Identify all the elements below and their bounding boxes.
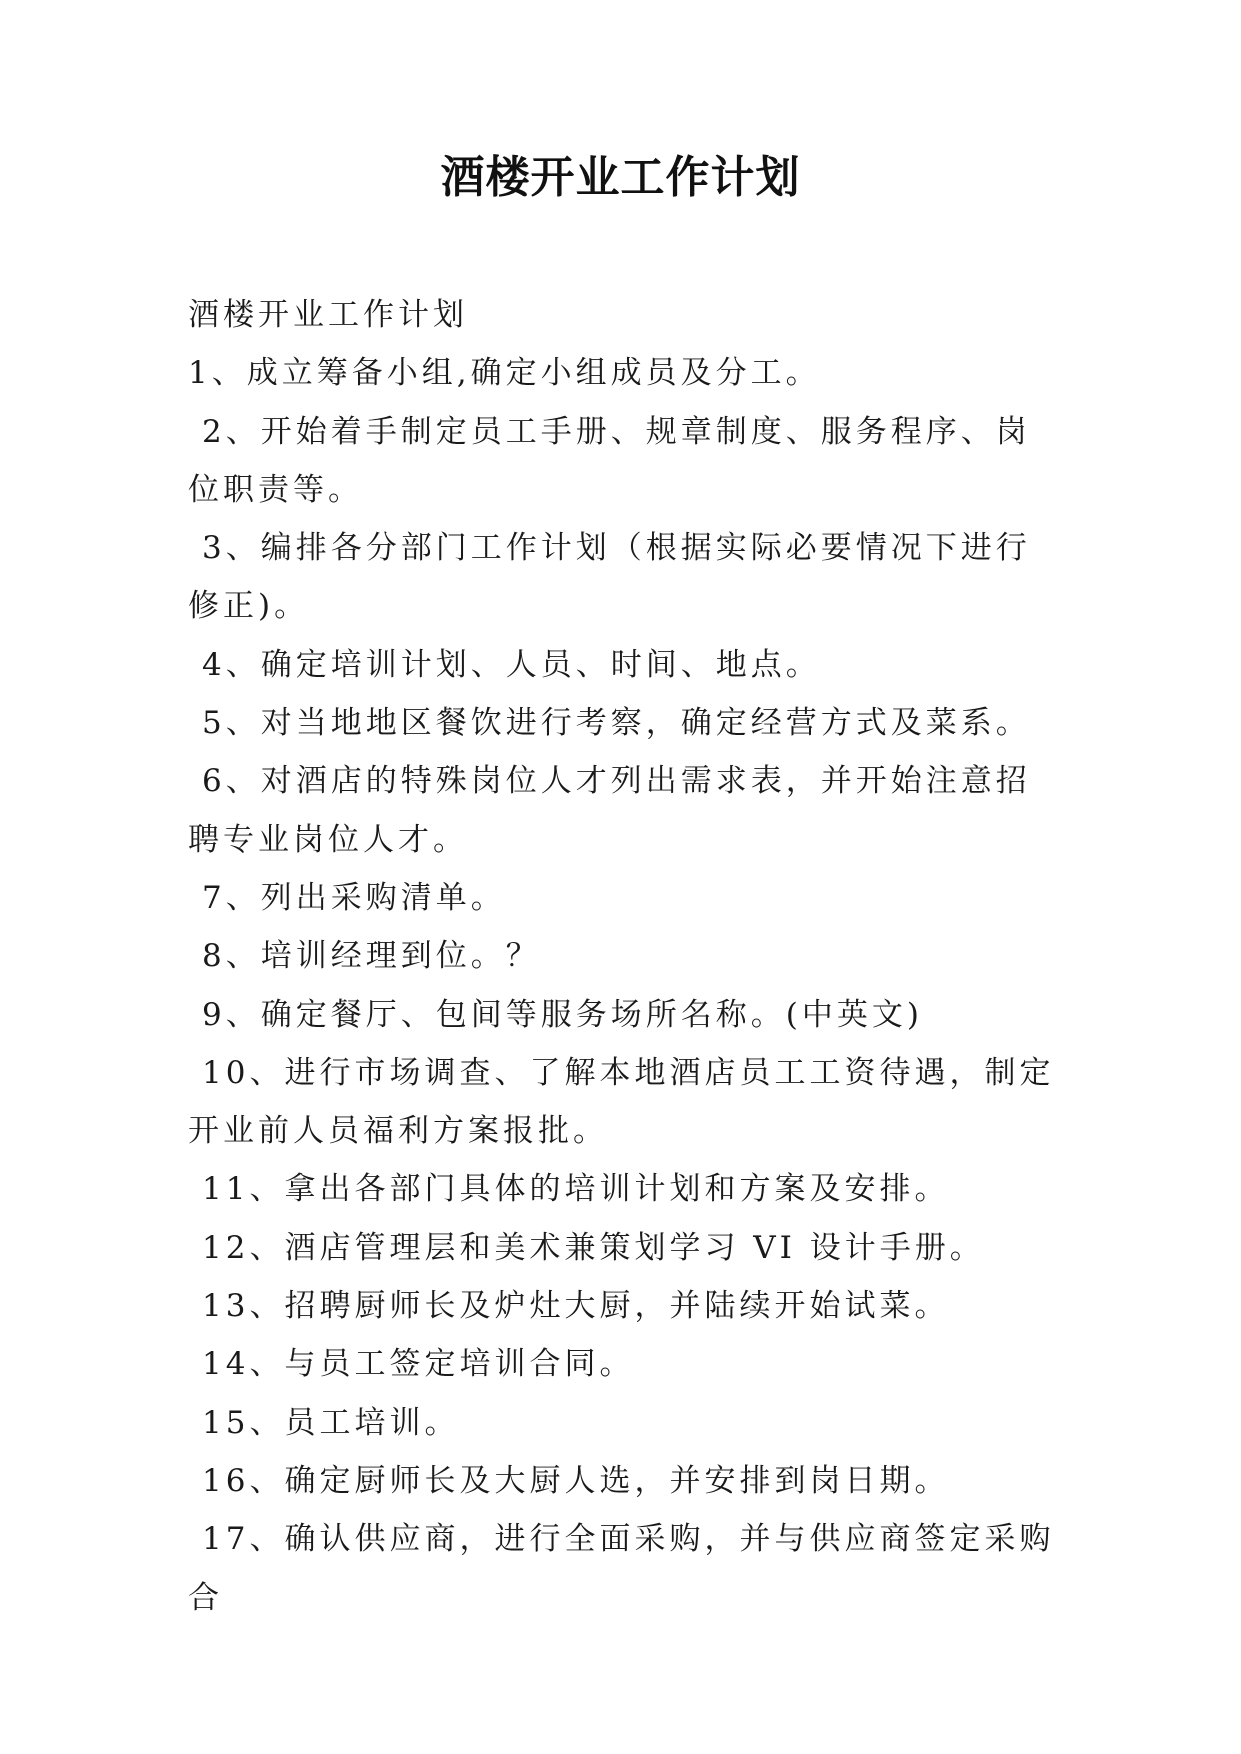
document-title: 酒楼开业工作计划 <box>440 152 801 203</box>
paragraph-item-12: 12、酒店管理层和美术兼策划学习 VI 设计手册。 <box>202 1229 985 1266</box>
paragraph-item-11: 11、拿出各部门具体的培训计划和方案及安排。 <box>202 1171 950 1208</box>
paragraph-item-16: 16、确定厨师长及大厨人选，并安排到岗日期。 <box>202 1462 950 1499</box>
paragraph-item-17: 17、确认供应商，进行全面采购，并与供应商签定采购合 <box>188 1521 1055 1616</box>
paragraph-item-5: 5、对当地地区餐饮进行考察，确定经营方式及菜系。 <box>202 705 1031 742</box>
paragraph-item-10: 10、进行市场调查、了解本地酒店员工工资待遇，制定开业前人员福利方案报批。 <box>188 1054 1055 1150</box>
paragraph-item-4: 4、确定培训计划、人员、时间、地点。 <box>202 646 821 683</box>
paragraph-item-3: 3、编排各分部门工作计划（根据实际必要情况下进行修正)。 <box>188 530 1031 625</box>
paragraph-item-2: 2、开始着手制定员工手册、规章制度、服务程序、岗位职责等。 <box>188 413 1031 508</box>
paragraph-subtitle: 酒楼开业工作计划 <box>188 297 468 333</box>
document-body <box>188 286 1058 1627</box>
paragraph-item-14: 14、与员工签定培训合同。 <box>202 1346 635 1383</box>
paragraph-item-1: 1、成立筹备小组,确定小组成员及分工。 <box>188 355 821 392</box>
paragraph-item-9: 9、确定餐厅、包间等服务场所名称。(中英文) <box>202 996 923 1033</box>
paragraph-item-13: 13、招聘厨师长及炉灶大厨，并陆续开始试菜。 <box>202 1288 950 1325</box>
paragraph-item-15: 15、员工培训。 <box>202 1404 460 1441</box>
paragraph-item-8: 8、培训经理到位。？ <box>202 938 541 975</box>
paragraph-item-6: 6、对酒店的特殊岗位人才列出需求表，并开始注意招聘专业岗位人才。 <box>188 763 1031 858</box>
paragraph-item-7: 7、列出采购清单。 <box>202 879 506 916</box>
